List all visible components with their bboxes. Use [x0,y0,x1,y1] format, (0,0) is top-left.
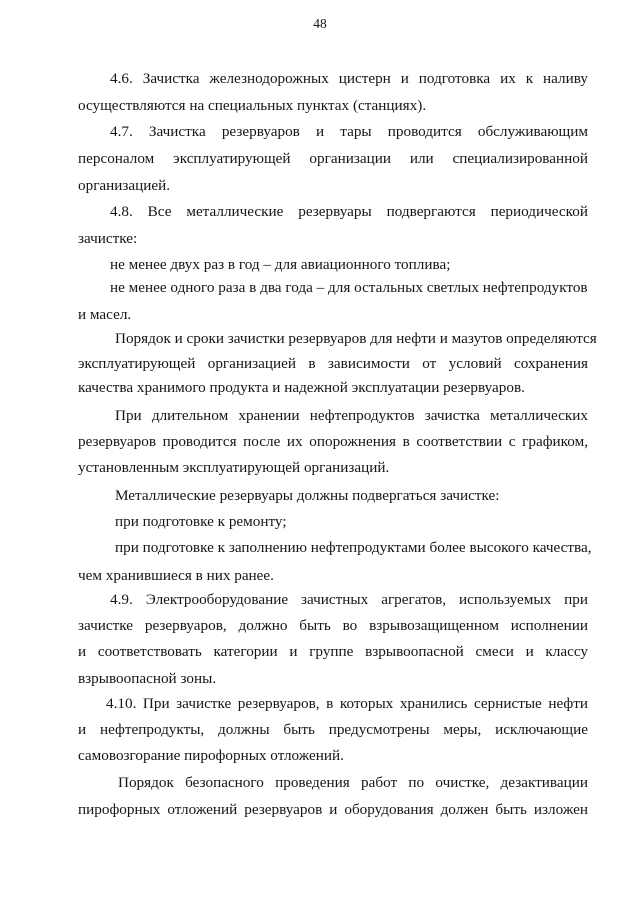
text-line: чем хранившиеся в них ранее. [78,567,274,584]
text-line: персоналом эксплуатирующей организации или специализированной [78,150,588,167]
text-line: при подготовке к ремонту; [115,513,287,530]
text-line: взрывоопасной зоны. [78,670,217,687]
text-line: зачистке: [78,230,138,247]
text-line: и соответствовать категории и группе взрывоопасной смеси и классу [78,643,588,660]
text-line: организацией. [78,177,171,194]
page-number: 48 [313,16,327,31]
text-line: При длительном хранении нефтепродуктов зачистка металлических [115,407,588,424]
text-line: пирофорных отложений резервуаров и оборудования должен быть изложен [78,801,588,818]
text-line: 4.7. Зачистка резервуаров и тары проводится обслуживающим [110,123,588,140]
text-line: Металлические резервуары должны подвергаться зачистке: [115,487,500,504]
text-line: и масел. [78,306,132,323]
text-line: резервуаров проводится после их опорожнения в соответствии с графиком, [78,433,588,450]
text-line: 4.10. При зачистке резервуаров, в которых хранились сернистые нефти [106,695,588,712]
text-line: качества хранимого продукта и надежной эксплуатации резервуаров. [78,379,525,396]
text-line: 4.8. Все металлические резервуары подвергаются периодической [110,203,588,220]
text-line: Порядок и сроки зачистки резервуаров для нефти и мазутов определяются [115,330,597,347]
text-line: и нефтепродукты, должны быть предусмотрены меры, исключающие [78,721,588,738]
text-line: Порядок безопасного проведения работ по очистке, дезактивации [118,774,588,791]
text-line: установленным эксплуатирующей организаций. [78,459,390,476]
text-line: самовозгорание пирофорных отложений. [78,747,344,764]
text-line: не менее одного раза в два года – для остальных светлых нефтепродуктов [110,279,588,296]
text-line: не менее двух раз в год – для авиационного топлива; [110,256,451,273]
text-line: эксплуатирующей организацией в зависимости от условий сохранения [78,355,588,372]
text-line: осуществляются на специальных пунктах (станциях). [78,97,427,114]
text-line: 4.6. Зачистка железнодорожных цистерн и подготовка их к наливу [110,70,588,87]
text-line: 4.9. Электрооборудование зачистных агрегатов, используемых при [110,591,588,608]
text-line: при подготовке к заполнению нефтепродуктами более высокого качества, [115,539,592,556]
text-line: зачистке резервуаров, должно быть во взрывозащищенном исполнении [78,617,588,634]
